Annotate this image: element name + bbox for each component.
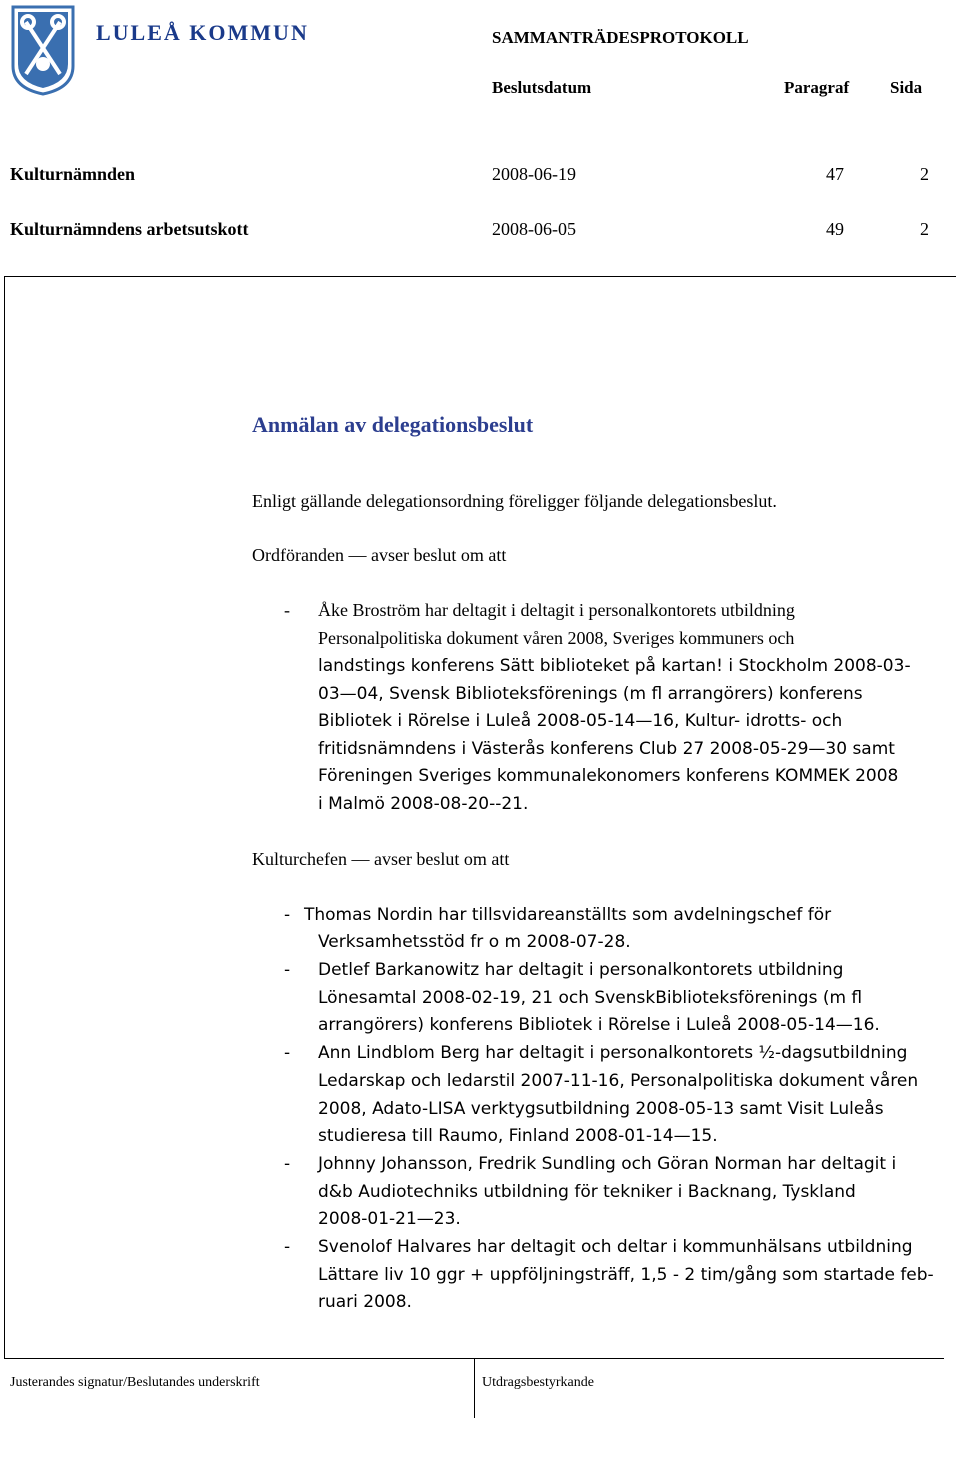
list-item-line: d&b Audiotechniks utbildning för tekniker i Backnang, Tyskland bbox=[318, 1182, 856, 1202]
brand-name: LULEÅ KOMMUN bbox=[96, 20, 309, 45]
meeting-date: 2008-06-05 bbox=[492, 219, 576, 239]
list-item-line: fritidsnämndens i Västerås konferens Club 27 2008-05-29—30 samt bbox=[318, 739, 895, 759]
list-item-dash: - bbox=[284, 1043, 291, 1063]
list-item-dash: - bbox=[284, 1237, 291, 1257]
list-item-line: Thomas Nordin har tillsvidareanställts som avdelningschef för bbox=[304, 905, 832, 925]
list-item-line: Verksamhetsstöd fr o m 2008-07-28. bbox=[318, 932, 631, 952]
list-item-line: Lönesamtal 2008-02-19, 21 och SvenskBiblioteksförenings (m fl bbox=[318, 988, 863, 1008]
meeting-paragraph: 47 bbox=[826, 164, 844, 184]
list-item-line: i Malmö 2008-08-20--21. bbox=[318, 794, 529, 814]
list-item-line: Lättare liv 10 ggr + uppföljningsträff, 1,5 - 2 tim/gång som startade feb- bbox=[318, 1265, 934, 1285]
list-item-line: Johnny Johansson, Fredrik Sundling och Göran Norman har deltagit i bbox=[318, 1154, 897, 1174]
meeting-date: 2008-06-19 bbox=[492, 164, 576, 184]
content-frame-left-border bbox=[4, 276, 5, 1359]
column-header-date: Beslutsdatum bbox=[492, 78, 592, 97]
list-item-line: studieresa till Raumo, Finland 2008-01-14—15. bbox=[318, 1126, 718, 1146]
column-header-paragraph: Paragraf bbox=[784, 78, 850, 97]
list-item-line: landstings konferens Sätt biblioteket på kartan! i Stockholm 2008-03- bbox=[318, 656, 911, 676]
footer-divider bbox=[474, 1358, 475, 1418]
list-item-line: Detlef Barkanowitz har deltagit i personalkontorets utbildning bbox=[318, 960, 844, 980]
meeting-paragraph: 49 bbox=[826, 219, 844, 239]
signature-label: Justerandes signatur/Beslutandes underskrift bbox=[10, 1375, 260, 1390]
intro-text: Enligt gällande delegationsordning föreligger följande delegationsbeslut. bbox=[252, 491, 777, 511]
list-item-line: Svenolof Halvares har deltagit och deltar i kommunhälsans utbildning bbox=[318, 1237, 913, 1257]
document-title: Anmälan av delegationsbeslut bbox=[252, 412, 534, 437]
extract-certification-label: Utdragsbestyrkande bbox=[482, 1375, 594, 1390]
list-item-line: Åke Broström har deltagit i deltagit i personalkontorets utbildning bbox=[318, 600, 795, 620]
section-heading-chair: Ordföranden — avser beslut om att bbox=[252, 545, 507, 565]
list-item-dash: - bbox=[284, 960, 291, 980]
list-item-dash: - bbox=[284, 1154, 291, 1174]
list-item-line: 2008, Adato-LISA verktygsutbildning 2008-05-13 samt Visit Luleås bbox=[318, 1099, 884, 1119]
list-item-line: 2008-01-21—23. bbox=[318, 1209, 461, 1229]
list-item-line: arrangörers) konferens Bibliotek i Rörelse i Luleå 2008-05-14—16. bbox=[318, 1015, 880, 1035]
meeting-page: 2 bbox=[920, 164, 929, 184]
meeting-name: Kulturnämndens arbetsutskott bbox=[10, 219, 249, 239]
coat-of-arms-logo bbox=[10, 4, 76, 96]
list-item-dash: - bbox=[284, 600, 290, 620]
list-item-line: Föreningen Sveriges kommunalekonomers konferens KOMMEK 2008 bbox=[318, 766, 899, 786]
list-item-line: Ann Lindblom Berg har deltagit i personalkontorets ½-dagsutbildning bbox=[318, 1043, 908, 1063]
list-item-line: Personalpolitiska dokument våren 2008, Sveriges kommuners och bbox=[318, 628, 795, 648]
meeting-name: Kulturnämnden bbox=[10, 164, 136, 184]
list-item-line: ruari 2008. bbox=[318, 1292, 412, 1312]
list-item-dash: - bbox=[284, 905, 291, 925]
column-header-page: Sida bbox=[890, 78, 923, 97]
section-heading-culture-chief: Kulturchefen — avser beslut om att bbox=[252, 849, 510, 869]
content-frame-top-border bbox=[4, 276, 956, 277]
list-item-line: 03—04, Svensk Biblioteksförenings (m fl arrangörers) konferens bbox=[318, 684, 863, 704]
document-type: SAMMANTRÄDESPROTOKOLL bbox=[492, 28, 749, 47]
list-item-line: Bibliotek i Rörelse i Luleå 2008-05-14—16, Kultur- idrotts- och bbox=[318, 711, 843, 731]
list-item-line: Ledarskap och ledarstil 2007-11-16, Personalpolitiska dokument våren bbox=[318, 1071, 919, 1091]
meeting-page: 2 bbox=[920, 219, 929, 239]
